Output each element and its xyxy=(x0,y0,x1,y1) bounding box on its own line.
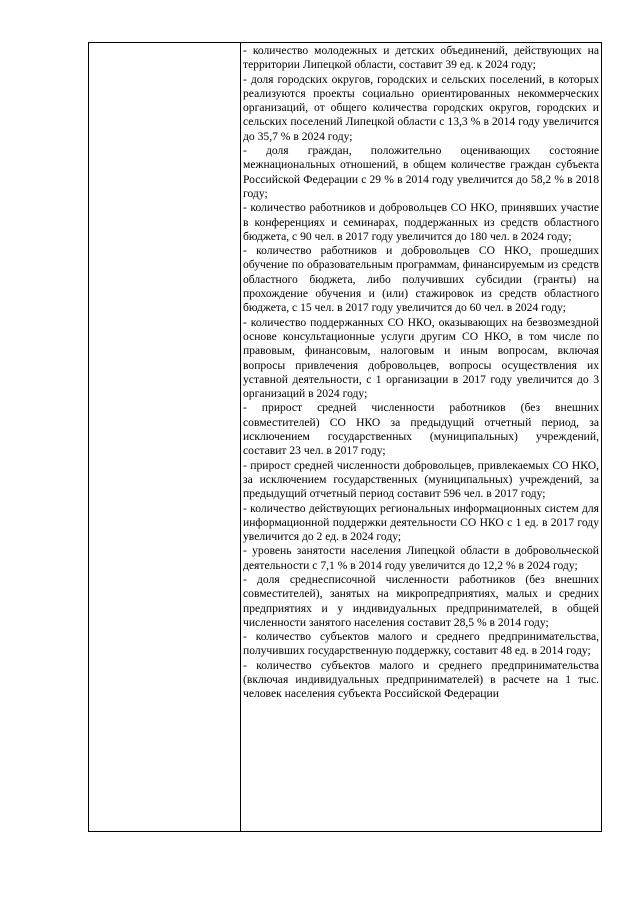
list-item: - количество субъектов малого и среднего предпринимательства (включая индивидуальных предпринимателей) в расчете на 1 тыс. человек населения субъекта Российской Федерации xyxy=(243,658,599,701)
table-label-cell xyxy=(89,43,241,831)
list-item: - количество работников и добровольцев СО НКО, прошедших обучение по образовательным программам, финансируемым из средств областного бюджета, либо получивших субсидии (гранты) на прохождение обучения и (или) стажировок из средств областного бюджета, с 15 чел. в 2017 году увеличится до 60 чел. в 2024 году; xyxy=(243,244,599,315)
list-item: - уровень занятости населения Липецкой области в добровольческой деятельности с 7,1 % в 2014 году увеличится до 12,2 % в 2024 году; xyxy=(243,544,599,572)
table-content-cell xyxy=(241,43,601,831)
list-item: - количество поддержанных СО НКО, оказывающих на безвозмездной основе консультационные услуги другим СО НКО, в том числе по правовым, финансовым, налоговым и иным вопросам, включая вопросы привлечения добровольцев, вопросы осуществления их уставной деятельности, с 1 организации в 2017 году увеличится до 3 организаций в 2024 году; xyxy=(243,315,599,401)
list-item: - количество молодежных и детских объединений, действующих на территории Липецкой области, составит 39 ед. к 2024 году; xyxy=(243,44,599,72)
list-item: - количество субъектов малого и среднего предпринимательства, получивших государственную поддержку, составит 48 ед. в 2014 году; xyxy=(243,630,599,658)
list-item: - количество работников и добровольцев СО НКО, принявших участие в конференциях и семинарах, поддержанных из средств областного бюджета, с 90 чел. в 2017 году увеличится до 180 чел. в 2024 году; xyxy=(243,201,599,243)
list-item: - доля граждан, положительно оценивающих состояние межнациональных отношений, в общем количестве граждан субъекта Российской Федерации с 29 % в 2014 году увеличится до 58,2 % в 2018 году; xyxy=(243,144,599,200)
list-item: - прирост средней численности работников (без внешних совместителей) СО НКО за предыдущий отчетный период, за исключением государственных (муниципальных) учреждений, составит 23 чел. в 2017 году; xyxy=(243,401,599,458)
program-table xyxy=(88,42,602,832)
list-item: - доля городских округов, городских и сельских поселений, в которых реализуются проекты социально ориентированных некоммерческих организаций, от общего количества городских округов, городских и сельских поселений Липецкой области с 13,3 % в 2014 году увеличится до 35,7 % в 2024 году; xyxy=(243,72,599,143)
list-item: - количество действующих региональных информационных систем для информационной поддержки деятельности СО НКО с 1 ед. в 2017 году увеличится до 2 ед. в 2024 году; xyxy=(243,501,599,544)
list-item: - доля среднесписочной численности работников (без внешних совместителей), занятых на микропредприятиях, малых и средних предприятиях и у индивидуальных предпринимателей, в общей численности занятого населения составит 28,5 % в 2014 году; xyxy=(243,572,599,629)
list-item: - прирост средней численности добровольцев, привлекаемых СО НКО, за исключением государственных (муниципальных) учреждений, за предыдущий отчетный период составит 596 чел. в 2017 году; xyxy=(243,458,599,501)
